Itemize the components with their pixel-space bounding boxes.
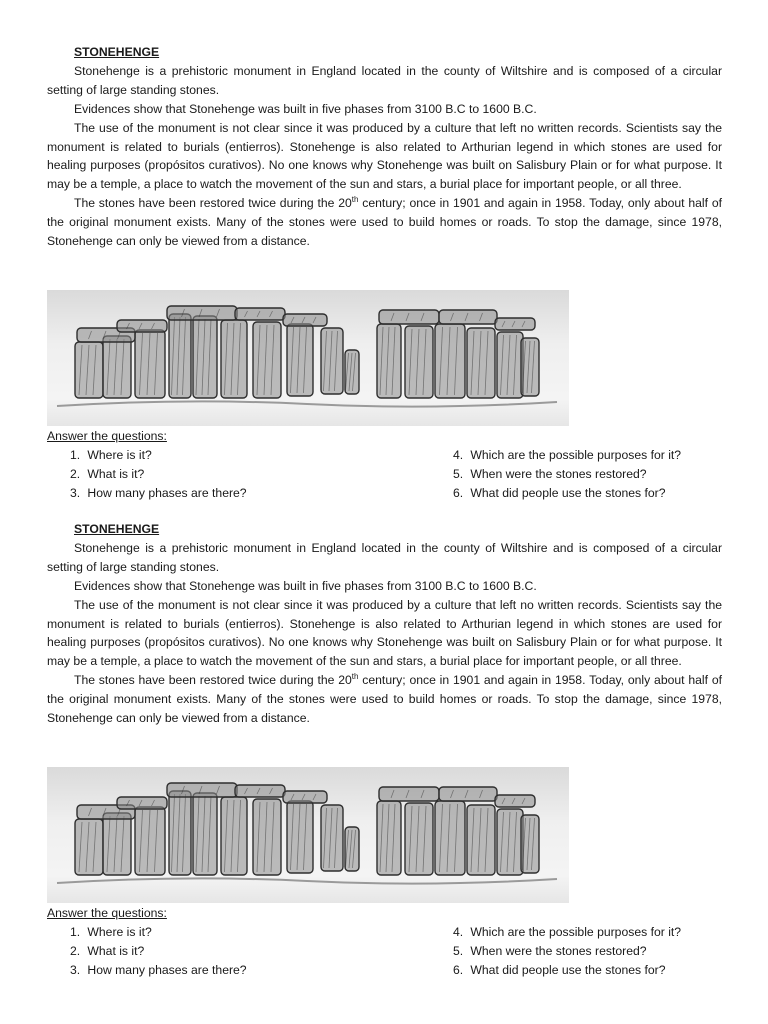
stonehenge-sketch-icon xyxy=(47,290,569,426)
question-item: 2. What is it? xyxy=(70,943,145,958)
questions-right-column xyxy=(453,446,681,503)
questions-block-2 xyxy=(47,904,727,980)
stonehenge-image xyxy=(47,290,569,426)
paragraph-phases: Evidences show that Stonehenge was built in five phases from 3100 B.C to 1600 B.C. xyxy=(74,578,537,593)
questions-block-1 xyxy=(47,427,727,503)
reading-section-2 xyxy=(47,520,722,728)
paragraph-use: The use of the monument is not clear since it was produced by a culture that left no written records. Scientists say the monument is related to burials (entierros). Stonehenge is also related to Arthurian legend in which stones are used for healing purposes (propósitos curativos). No one knows why Stonehenge was built on Salisbury Plain or for what purpose. It may be a temple, a place to watch the movement of the sun and stars, a burial place for important people, or all three. xyxy=(47,120,722,192)
paragraph-intro: Stonehenge is a prehistoric monument in England located in the county of Wiltshire and is composed of a circular setting of large standing stones. xyxy=(47,540,722,574)
stonehenge-image xyxy=(47,767,569,903)
question-item: 1. Where is it? xyxy=(70,924,152,939)
question-item: 3. How many phases are there? xyxy=(70,485,247,500)
paragraph-use: The use of the monument is not clear since it was produced by a culture that left no written records. Scientists say the monument is related to burials (entierros). Stonehenge is also related to Arthurian legend in which stones are used for healing purposes (propósitos curativos). No one knows why Stonehenge was built on Salisbury Plain or for what purpose. It may be a temple, a place to watch the movement of the sun and stars, a burial place for important people, or all three. xyxy=(47,597,722,669)
questions-right-column xyxy=(453,923,681,980)
question-item: 6. What did people use the stones for? xyxy=(453,962,666,977)
questions-left-column xyxy=(47,446,453,503)
question-item: 5. When were the stones restored? xyxy=(453,466,647,481)
reading-section-1 xyxy=(47,43,722,251)
paragraph-intro: Stonehenge is a prehistoric monument in England located in the county of Wiltshire and is composed of a circular setting of large standing stones. xyxy=(47,63,722,97)
paragraph-phases: Evidences show that Stonehenge was built in five phases from 3100 B.C to 1600 B.C. xyxy=(74,101,537,116)
question-item: 5. When were the stones restored? xyxy=(453,943,647,958)
questions-heading: Answer the questions: xyxy=(47,906,167,920)
paragraph-restoration: The stones have been restored twice during the 20th century; once in 1901 and again in 1958. Today, only about half of the original monument exists. Many of the stones were used to build homes or roads. To stop the damage, since 1978, Stonehenge can only be viewed from a distance. xyxy=(47,672,722,726)
questions-heading: Answer the questions: xyxy=(47,429,167,443)
question-item: 3. How many phases are there? xyxy=(70,962,247,977)
stonehenge-sketch-icon xyxy=(47,767,569,903)
section-title: STONEHENGE xyxy=(74,522,160,536)
questions-left-column xyxy=(47,923,453,980)
paragraph-restoration: The stones have been restored twice during the 20th century; once in 1901 and again in 1958. Today, only about half of the original monument exists. Many of the stones were used to build homes or roads. To stop the damage, since 1978, Stonehenge can only be viewed from a distance. xyxy=(47,195,722,249)
question-item: 6. What did people use the stones for? xyxy=(453,485,666,500)
question-item: 4. Which are the possible purposes for it? xyxy=(453,447,682,462)
question-item: 4. Which are the possible purposes for it? xyxy=(453,924,682,939)
question-item: 1. Where is it? xyxy=(70,447,152,462)
question-item: 2. What is it? xyxy=(70,466,145,481)
section-title: STONEHENGE xyxy=(74,45,160,59)
